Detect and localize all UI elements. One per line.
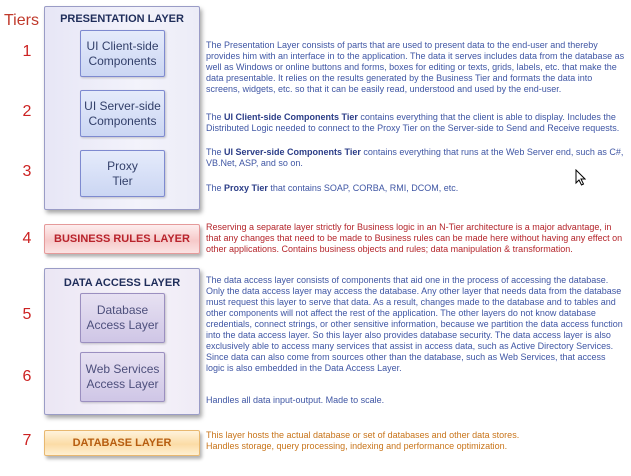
business-rules-layer-bar bbox=[44, 224, 200, 254]
desc-suffix: contains everything that runs at the Web Server end, such as C#, VB.Net, ASP, and so on. bbox=[206, 147, 624, 168]
tier-number-7: 7 bbox=[22, 432, 32, 449]
database-layer-description bbox=[206, 430, 626, 452]
component-label-line2: Tier bbox=[112, 173, 133, 188]
database-layer-bar bbox=[44, 430, 200, 456]
tier-number-4: 4 bbox=[22, 230, 32, 247]
component-label-line2: Access Layer bbox=[86, 318, 159, 332]
data-access-io-text: Handles all data input-output. Made to scale. bbox=[206, 395, 385, 405]
tier-number-3: 3 bbox=[22, 163, 32, 180]
data-access-io-description bbox=[206, 395, 626, 406]
desc-prefix: The bbox=[206, 183, 225, 193]
business-rules-layer-title: BUSINESS RULES LAYER bbox=[54, 233, 190, 245]
desc-suffix: that contains SOAP, CORBA, RMI, DCOM, etc. bbox=[267, 183, 459, 193]
web-services-access-layer-box bbox=[80, 352, 165, 402]
component-label-line2: Components bbox=[88, 53, 157, 68]
tier-number-5: 5 bbox=[22, 306, 32, 323]
data-access-text: The data access layer consists of components that aid one in the process of accessing the database. Only the data access layer may access the database. Any other layer that needs data from the database must request this layer to serve that data. As a result, changes made to the database and to tables and other components will not affect the rest of the application. The other layers do not know database credentials, connect strings, or other sensitive information, because we partition the data access function into the data access layer. So this layer also provides database security. The data access layer is also exclusively able to access many services that assist in access data, such as Active Directory Services. Since data can also come from sources other than the database, such as Web Services, that access logic is also embedded in the Data Access Layer. bbox=[206, 275, 623, 373]
component-label-line2: Access Layer bbox=[86, 377, 159, 391]
component-label-line1: Web Services bbox=[85, 362, 160, 376]
ui-client-side-components-box bbox=[80, 30, 165, 77]
proxy-tier-box bbox=[80, 150, 165, 197]
presentation-layer-title: PRESENTATION LAYER bbox=[60, 13, 184, 25]
tier-number-1: 1 bbox=[22, 43, 32, 60]
component-label-line1: UI Server-side bbox=[84, 98, 161, 113]
proxy-tier-name: Proxy Tier bbox=[224, 183, 268, 193]
database-access-layer-box bbox=[80, 293, 165, 343]
component-label-line1: UI Client-side bbox=[86, 38, 159, 53]
component-label-line1: Proxy bbox=[107, 158, 138, 173]
tier-number-2: 2 bbox=[22, 103, 32, 120]
database-layer-title: DATABASE LAYER bbox=[72, 437, 172, 449]
data-access-layer-title: DATA ACCESS LAYER bbox=[63, 277, 181, 289]
ui-server-side-components-box bbox=[80, 90, 165, 137]
server-tier-name: UI Server-side Components Tier bbox=[224, 147, 361, 157]
database-text-line2: Handles storage, query processing, indexing and performance optimization. bbox=[206, 441, 508, 451]
client-side-description bbox=[206, 112, 626, 134]
server-side-description bbox=[206, 147, 626, 169]
database-text-line1: This layer hosts the actual database or set of databases and other data stores. bbox=[206, 430, 520, 440]
business-rules-description bbox=[206, 222, 626, 255]
proxy-tier-description bbox=[206, 183, 626, 194]
presentation-main-text: The Presentation Layer consists of parts that are used to present data to the end-user and thereby provides him with an interface in to the application. The data it serves includes data from the database as well as Windows or online buttons and forms, boxes for editing or texts, grids, labels, etc. that make the data presentable. It relies on the results generated by the Business Tier and formats the data into screens, widgets, etc. so that it can be easily read, understood and used by the end-user. bbox=[206, 40, 625, 94]
desc-suffix: contains everything that the client is able to display. Includes the Distributed Logic needed to connect to the Proxy Tier on the Server-side to Send and Receive requests. bbox=[206, 112, 620, 133]
component-label-line2: Components bbox=[88, 113, 157, 128]
mouse-cursor-icon bbox=[575, 169, 586, 191]
tier-number-6: 6 bbox=[22, 368, 32, 385]
desc-prefix: The bbox=[206, 147, 225, 157]
component-label-line1: Database bbox=[96, 303, 149, 317]
desc-prefix: The bbox=[206, 112, 225, 122]
business-rules-text: Reserving a separate layer strictly for Business logic in an N-Tier architecture is a major advantage, in that any changes that need to be made to Business rules can be made here without having any effect on other applications. Contains business objects and rules; data manipulation & transformation. bbox=[206, 222, 623, 254]
presentation-layer-description bbox=[206, 40, 626, 95]
data-access-description bbox=[206, 275, 626, 374]
client-tier-name: UI Client-side Components Tier bbox=[224, 112, 358, 122]
tiers-heading: Tiers bbox=[4, 12, 39, 29]
